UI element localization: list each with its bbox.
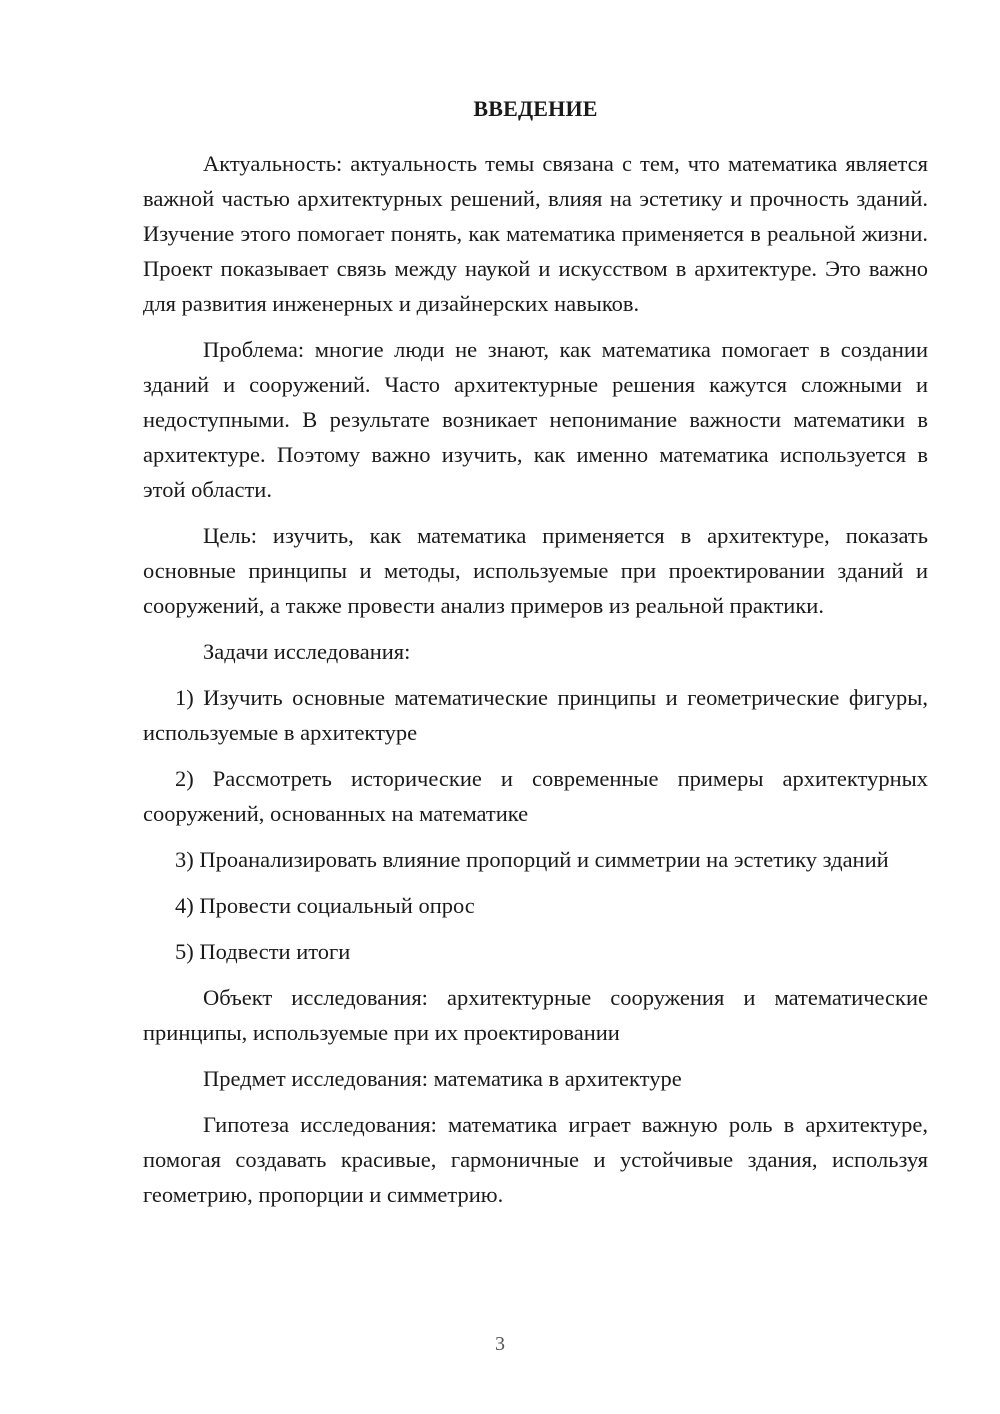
document-page: [143, 92, 928, 1223]
task-item-4: 4) Провести социальный опрос: [175, 893, 475, 918]
paragraph-problem: Проблема: многие люди не знают, как математика помогает в создании зданий и сооружений. Часто архитектурные решения кажутся сложными и недоступными. В результате возникает непонимание важности математики в архитектуре. Поэтому важно изучить, как именно математика используется в этой области.: [143, 337, 928, 502]
paragraph-hypothesis: Гипотеза исследования: математика играет важную роль в архитектуре, помогая создавать красивые, гармоничные и устойчивые здания, используя геометрию, пропорции и симметрию.: [143, 1112, 928, 1207]
task-item-5: 5) Подвести итоги: [175, 939, 351, 964]
task-item-1: 1) Изучить основные математические принципы и геометрические фигуры, используемые в архитектуре: [143, 685, 928, 745]
task-item-2: 2) Рассмотреть исторические и современные примеры архитектурных сооружений, основанных на математике: [143, 766, 928, 826]
paragraph-object: Объект исследования: архитектурные сооружения и математические принципы, используемые при их проектировании: [143, 985, 928, 1045]
paragraph-relevance: Актуальность: актуальность темы связана с тем, что математика является важной частью архитектурных решений, влияя на эстетику и прочность зданий. Изучение этого помогает понять, как математика применяется в реальной жизни. Проект показывает связь между наукой и искусством в архитектуре. Это важно для развития инженерных и дизайнерских навыков.: [143, 151, 928, 316]
section-title: ВВЕДЕНИЕ: [473, 96, 598, 121]
paragraph-subject: Предмет исследования: математика в архитектуре: [203, 1066, 682, 1091]
paragraph-goal: Цель: изучить, как математика применяется в архитектуре, показать основные принципы и методы, используемые при проектировании зданий и сооружений, а также провести анализ примеров из реальной практики.: [143, 523, 928, 618]
paragraph-tasks-heading: Задачи исследования:: [203, 639, 411, 664]
page-number: 3: [495, 1333, 505, 1355]
task-item-3: 3) Проанализировать влияние пропорций и симметрии на эстетику зданий: [175, 847, 889, 872]
